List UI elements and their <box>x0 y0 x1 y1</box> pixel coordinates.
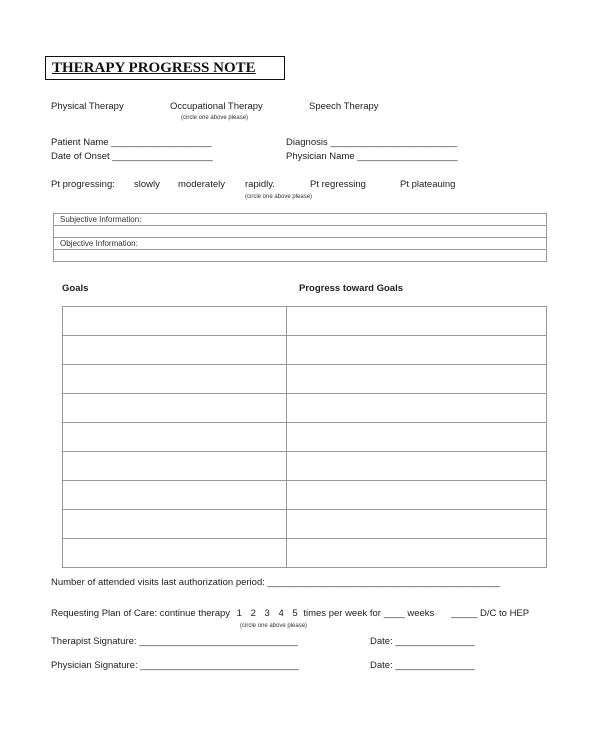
objective-label: Objective Information: <box>54 238 547 250</box>
goal-cell[interactable] <box>63 365 287 394</box>
progress-cell[interactable] <box>287 336 547 365</box>
progress-cell[interactable] <box>287 481 547 510</box>
option-regressing[interactable]: Pt regressing <box>310 179 366 190</box>
physician-signature-field[interactable]: Physician Signature: ______________________________ <box>51 660 299 671</box>
progress-cell[interactable] <box>287 510 547 539</box>
goal-cell[interactable] <box>63 510 287 539</box>
progress-cell[interactable] <box>287 394 547 423</box>
physician-date-field[interactable]: Date: _______________ <box>370 660 475 671</box>
option-plateauing[interactable]: Pt plateauing <box>400 179 456 190</box>
option-slowly[interactable]: slowly <box>134 179 160 190</box>
progress-cell[interactable] <box>287 307 547 336</box>
date-of-onset-field[interactable]: Date of Onset ___________________ <box>51 151 213 162</box>
option-rapidly[interactable]: rapidly. <box>245 179 275 190</box>
goal-cell[interactable] <box>63 307 287 336</box>
goals-row <box>63 365 547 394</box>
goals-row <box>63 307 547 336</box>
patient-name-field[interactable]: Patient Name ___________________ <box>51 137 212 148</box>
circle-note-plan: (circle one above please) <box>240 623 308 629</box>
option-physical-therapy[interactable]: Physical Therapy <box>51 101 124 112</box>
progress-cell[interactable] <box>287 423 547 452</box>
visits-field[interactable]: Number of attended visits last authorization period: ____________________________________________ <box>51 577 500 588</box>
progress-cell[interactable] <box>287 452 547 481</box>
progress-cell[interactable] <box>287 539 547 568</box>
goal-cell[interactable] <box>63 481 287 510</box>
circle-note-therapy: (circle one above please) <box>181 115 249 121</box>
goals-row <box>63 481 547 510</box>
subjective-label: Subjective Information: <box>54 214 547 226</box>
goal-cell[interactable] <box>63 539 287 568</box>
plan-of-care-line <box>51 608 529 619</box>
option-speech-therapy[interactable]: Speech Therapy <box>309 101 379 112</box>
plan-dc[interactable]: _____ D/C to HEP <box>450 608 530 619</box>
goal-cell[interactable] <box>63 336 287 365</box>
circle-note-progress: (circle one above please) <box>245 194 313 200</box>
objective-input[interactable] <box>54 250 547 262</box>
therapist-date-field[interactable]: Date: _______________ <box>370 636 475 647</box>
option-occupational-therapy[interactable]: Occupational Therapy <box>170 101 263 112</box>
progress-label: Pt progressing: <box>51 179 115 190</box>
progress-header: Progress toward Goals <box>299 283 404 294</box>
page-title: THERAPY PROGRESS NOTE <box>52 60 256 76</box>
goals-header: Goals <box>62 283 89 294</box>
progress-cell[interactable] <box>287 365 547 394</box>
therapist-signature-field[interactable]: Therapist Signature: ______________________________ <box>51 636 298 647</box>
title-box <box>45 56 285 80</box>
plan-label: Requesting Plan of Care: continue therapy <box>51 608 231 619</box>
goal-cell[interactable] <box>63 423 287 452</box>
goals-row <box>63 539 547 568</box>
goals-row <box>63 510 547 539</box>
physician-name-field[interactable]: Physician Name ___________________ <box>286 151 458 162</box>
goal-cell[interactable] <box>63 394 287 423</box>
plan-rest[interactable]: times per week for ____ weeks <box>303 608 435 619</box>
goal-cell[interactable] <box>63 452 287 481</box>
goals-table <box>62 306 547 568</box>
goals-row <box>63 336 547 365</box>
goals-row <box>63 423 547 452</box>
plan-number-5[interactable]: 5 <box>292 608 298 619</box>
goals-row <box>63 452 547 481</box>
plan-number-2[interactable]: 2 <box>250 608 256 619</box>
diagnosis-field[interactable]: Diagnosis ________________________ <box>286 137 458 148</box>
plan-number-1[interactable]: 1 <box>236 608 242 619</box>
subjective-input[interactable] <box>54 226 547 238</box>
goals-row <box>63 394 547 423</box>
plan-number-3[interactable]: 3 <box>264 608 270 619</box>
plan-number-4[interactable]: 4 <box>278 608 284 619</box>
info-table <box>53 213 547 262</box>
option-moderately[interactable]: moderately <box>178 179 225 190</box>
